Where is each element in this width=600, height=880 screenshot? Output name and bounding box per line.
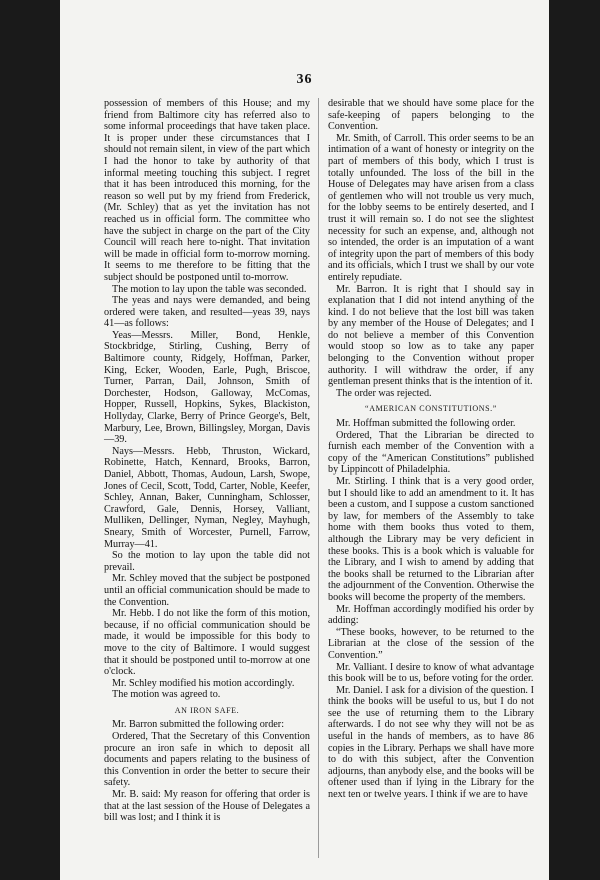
- paragraph: possession of members of this House; and my friend from Baltimore city has referred also to some informal proceedings that have taken place. It is proper under these circumstances that I should not remain silent, in view of the part which I had the honor to take by authority of that informal meeting touching this subject. I regret that it has been introduced this morning, for the reason so well put by my friend from Frederick, (Mr. Schley) that as yet the invitation has not reached us in official form. The committee who have the subject in charge on the part of the City Council will reach here to-night. That invitation will be made in official form to-morrow morning. It seems to me therefore to be fitting that the subject should be postponed until to-morrow.: [104, 98, 310, 283]
- paragraph: Mr. B. said: My reason for offering that order is that at the last session of the House of Delegates a bill was lost; and I think it is: [104, 789, 310, 824]
- document-page: [60, 0, 549, 880]
- nays-list: Nays—Messrs. Hebb, Thruston, Wickard, Robinette, Hatch, Kennard, Brooks, Barron, Daniel, Abbott, Thomas, Audoun, Larsh, Swope, Jones of Cecil, Scott, Todd, Carter, Noble, Keefer, Schley, Annan, Baker, Cunningham, Schlosser, Crawford, Gale, Dennis, Horsey, Valliant, Mulliken, Dellinger, Nyman, Negley, Mayhugh, Sneary, Smith of Worcester, Purnell, Farrow, Murray—41.: [104, 445, 310, 550]
- order-text: Ordered, That the Secretary of this Convention procure an iron safe in which to deposit all documents and papers relating to the business of this Convention in order the better to secure their safety.: [104, 731, 310, 789]
- paragraph: The yeas and nays were demanded, and being ordered were taken, and resulted—yeas 39, nays 41—as follows:: [104, 295, 310, 330]
- paragraph: Mr. Schley moved that the subject be postponed until an official communication should be made to the Convention.: [104, 573, 310, 608]
- paragraph: The motion was agreed to.: [112, 689, 221, 701]
- paragraph: Mr. Hebb. I do not like the form of this motion, because, if no official communication should be made, it would be impossible for this body to move to the city of Baltimore. I would suggest that it should be postponed until to-morrow at one o'clock.: [104, 608, 310, 678]
- paragraph: Mr. Smith, of Carroll. This order seems to be an intimation of a want of honesty or integrity on the part of members of this body, which I trust is totally unfounded. The loss of the bill in the House of Delegates may have arisen from a class of gentlemen who will not trouble us very much, for the lobby seems to be entirely deserted, and I trust it will remain so. I do not see the slightest necessity for such an expense, and, although not so intended, the order is an imputation of a want of integrity upon the part of members of this body and its officials, which I trust we shall by our vote entirely repudiate.: [328, 132, 534, 283]
- paragraph: The motion to lay upon the table was seconded.: [112, 283, 307, 295]
- column-divider: [318, 98, 319, 858]
- quoted-amendment: “These books, however, to be returned to the Librarian at the close of the session of the Convention.”: [328, 626, 534, 661]
- paragraph: Mr. Stirling. I think that is a very good order, but I should like to add an amendment to it. It has been a custom, and I suppose a custom sanctioned by law, for members of the Assembly to take home with them books thus voted to them, although the Library may be very deficient in these books. This is a book which is valuable for the Library, and I wish to amend by adding that the books shall be returned to the Librarian after the adjournment of the Convention. Otherwise the books will become the property of the members.: [328, 476, 534, 603]
- scan-border-right: [549, 0, 600, 880]
- page-number: 36: [296, 72, 313, 87]
- yeas-list: Yeas—Messrs. Miller, Bond, Henkle, Stockbridge, Stirling, Cushing, Berry of Baltimore county, Ridgely, Hoffman, Parker, King, Ecker, Wooden, Earle, Pugh, Briscoe, Turner, Parran, Dail, Johnson, Smith of Dorchester, Hodson, Galloway, McComas, Hopper, Russell, Hopkins, Sykes, Blackiston, Hollyday, Clarke, Berry of Prince George's, Belt, Marbury, Lee, Brown, Billingsley, Morgan, Davis—39.: [104, 329, 310, 446]
- paragraph: desirable that we should have some place for the safe-keeping of papers belonging to the Convention.: [328, 98, 534, 133]
- paragraph: Mr. Daniel. I ask for a division of the question. I think the books will be useful to us, but I do not see the use of returning them to the Library afterwards. I do not see why they will not be as useful in the hands of members, as to have 86 copies in the Library. Perhaps we shall have more to do with this subject, after the Convention adjourns, than anybody else, and the books will be oftener used than if lying in the Library for the next ten or twelve years. I think if we are to have: [328, 684, 534, 801]
- paragraph: Mr. Valliant. I desire to know of what advantage this book will be to us, before voting for the order.: [328, 661, 534, 685]
- left-column: [104, 98, 310, 824]
- right-column: [328, 98, 534, 801]
- section-heading-american-constitutions: “AMERICAN CONSTITUTIONS.”: [365, 404, 497, 414]
- paragraph: Mr. Schley modified his motion accordingly.: [112, 677, 295, 689]
- order-text: Ordered, That the Librarian be directed to furnish each member of the Convention with a copy of the “American Constitutions” published by Lippincott of Philadelphia.: [328, 429, 534, 476]
- paragraph: Mr. Hoffman submitted the following order.: [336, 418, 516, 430]
- paragraph: Mr. Barron. It is right that I should say in explanation that I did not intend anything of the kind. I do not believe that the lost bill was taken by any member of the House of Delegates; and I do not believe a member of this Convention would stoop so low as to take any paper belonging to the Convention without proper authority. I will withdraw the order, if any gentleman present thinks that is the intention of it.: [328, 283, 534, 388]
- paragraph: Mr. Hoffman accordingly modified his order by adding:: [328, 603, 534, 627]
- paragraph: The order was rejected.: [336, 387, 432, 399]
- paragraph: So the motion to lay upon the table did not prevail.: [104, 550, 310, 573]
- section-heading-iron-safe: AN IRON SAFE.: [174, 705, 240, 715]
- scan-border-left: [0, 0, 60, 880]
- paragraph: Mr. Barron submitted the following order:: [112, 719, 285, 731]
